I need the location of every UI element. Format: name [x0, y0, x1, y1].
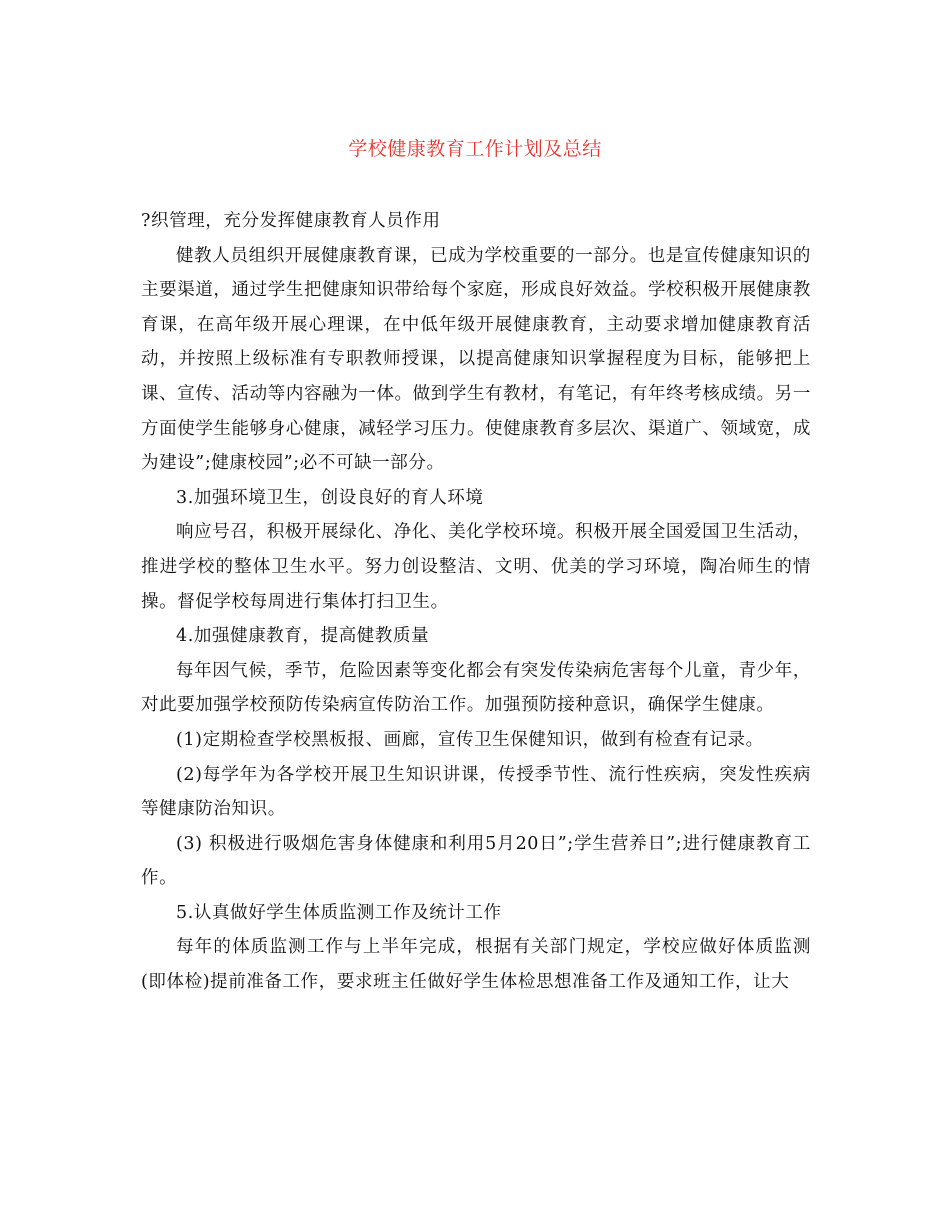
paragraph-heading-health-education: 4.加强健康教育，提高健教质量: [176, 626, 430, 647]
document-title: 学校健康教育工作计划及总结: [348, 138, 602, 160]
paragraph-section-heading: ?织管理，充分发挥健康教育人员作用: [141, 211, 441, 231]
paragraph-physical-monitoring: 每年的体质监测工作与上半年完成，根据有关部门规定，学校应做好体质监测(即体检)提前准备工作，要求班主任做好学生体检思想准备工作及通知工作，让大: [141, 937, 811, 993]
paragraph-item-1: (1)定期检查学校黑板报、画廊，宣传卫生保健知识，做到有检查有记录。: [176, 729, 764, 750]
document-body: [141, 204, 811, 1000]
paragraph-environment: 响应号召，积极开展绿化、净化、美化学校环境。积极开展全国爱国卫生活动，推进学校的整体卫生水平。努力创设整洁、文明、优美的学习环境，陶冶师生的情操。督促学校每周进行集体打扫卫生。: [141, 522, 811, 612]
paragraph-heading-environment: 3.加强环境卫生，创设良好的育人环境: [176, 487, 484, 508]
paragraph-heading-physical-monitoring: 5.认真做好学生体质监测工作及统计工作: [176, 902, 502, 923]
paragraph-disease-prevention: 每年因气候，季节，危险因素等变化都会有突发传染病危害每个儿童，青少年，对此要加强学校预防传染病宣传防治工作。加强预防接种意识，确保学生健康。: [141, 660, 811, 716]
paragraph-item-2: (2)每学年为各学校开展卫生知识讲课，传授季节性、流行性疾病，突发性疾病等健康防治知识。: [141, 764, 811, 820]
paragraph-health-education-classes: 健教人员组织开展健康教育课，已成为学校重要的一部分。也是宣传健康知识的主要渠道，通过学生把健康知识带给每个家庭，形成良好效益。学校积极开展健康教育课，在高年级开展心理课，在中低年级开展健康教育，主动要求增加健康教育活动，并按照上级标准有专职教师授课，以提高健康知识掌握程度为目标，能够把上课、宣传、活动等内容融为一体。做到学生有教材，有笔记，有年终考核成绩。另一方面使学生能够身心健康，减轻学习压力。使健康教育多层次、渠道广、领域宽，成为建设”;健康校园”;必不可缺一部分。: [141, 245, 811, 474]
paragraph-item-3: (3) 积极进行吸烟危害身体健康和利用5月20日”;学生营养日”;进行健康教育工作。: [141, 833, 811, 889]
